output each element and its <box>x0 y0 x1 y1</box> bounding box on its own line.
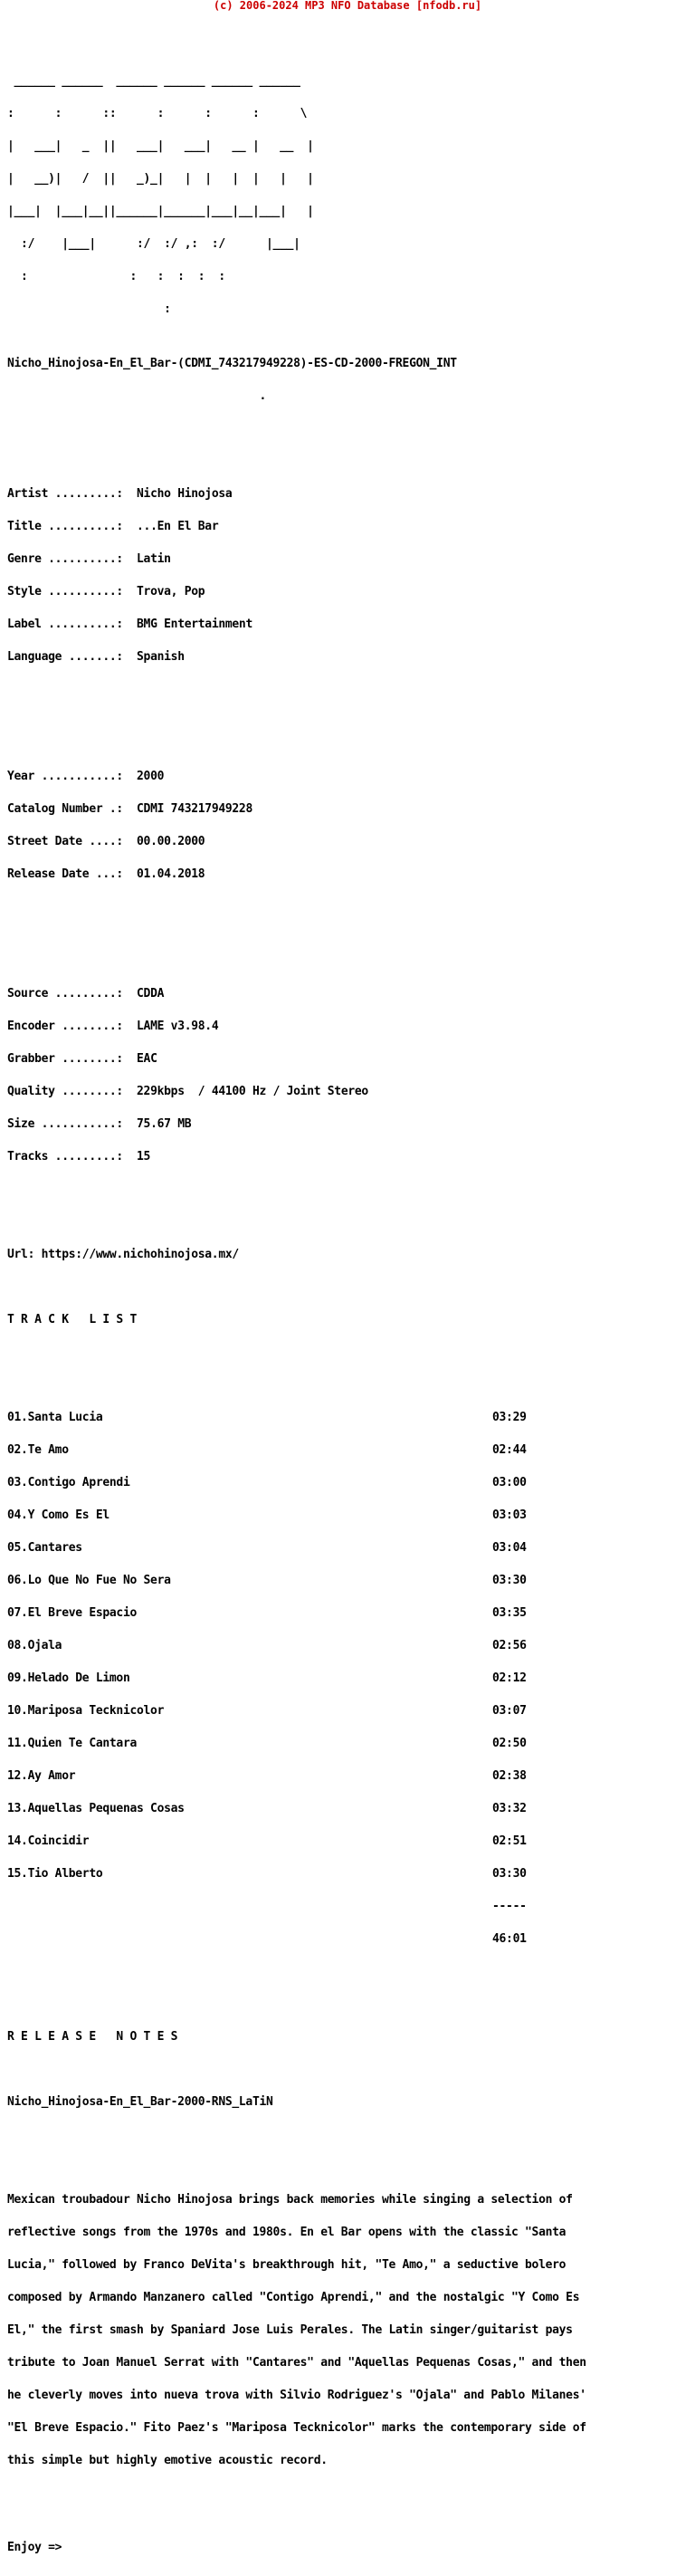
info-label: Style ..........: <box>7 585 123 599</box>
info-value: 229kbps / 44100 Hz / Joint Stereo <box>137 1085 368 1098</box>
track-time: 02:38 <box>492 1769 527 1783</box>
track-name: 15.Tio Alberto <box>7 1867 103 1881</box>
info-row <box>7 1087 586 1097</box>
track-list <box>7 1391 586 1967</box>
notes-line: he cleverly moves into nueva trova with Silvio Rodriguez's "Ojala" and Pablo Milanes' <box>7 2389 586 2402</box>
track-name: 07.El Breve Espacio <box>7 1606 138 1620</box>
info-value: LAME v3.98.4 <box>137 1020 219 1033</box>
info-label: Street Date ....: <box>7 835 123 848</box>
info-value: EAC <box>137 1052 157 1066</box>
info-value: 2000 <box>137 770 165 783</box>
track-time: 03:07 <box>492 1704 527 1718</box>
info-row <box>7 1021 586 1032</box>
track-time: 02:12 <box>492 1671 527 1685</box>
ascii-logo <box>7 54 586 337</box>
nfo-text <box>7 0 586 2575</box>
info-value: Spanish <box>137 650 185 664</box>
dot-line: . <box>7 389 267 403</box>
info-label: Genre ..........: <box>7 552 123 566</box>
notes-line: Mexican troubadour Nicho Hinojosa brings back memories while singing a selection of <box>7 2193 573 2207</box>
track-row <box>7 1641 586 1652</box>
info-value: 01.04.2018 <box>137 867 205 881</box>
track-row <box>7 1771 586 1782</box>
logo-line: : <box>7 302 171 316</box>
info-row <box>7 1054 586 1065</box>
info-value: ...En El Bar <box>137 520 219 533</box>
track-row <box>7 1673 586 1684</box>
info-row <box>7 771 586 782</box>
info-label: Label ..........: <box>7 618 123 631</box>
info-row <box>7 989 586 1000</box>
info-label: Catalog Number .: <box>7 802 123 816</box>
info-label: Grabber ........: <box>7 1052 123 1066</box>
track-name: 11.Quien Te Cantara <box>7 1737 138 1750</box>
total-time-row <box>7 1934 586 1945</box>
track-row <box>7 1608 586 1619</box>
track-name: 08.Ojala <box>7 1639 62 1652</box>
logo-line: :/ |___| :/ :/ ,: :/ |___| <box>7 237 300 251</box>
logo-line: | __)| / || _)_| | | | | | | <box>7 172 314 186</box>
info-label: Title ..........: <box>7 520 123 533</box>
info-row <box>7 1152 586 1163</box>
info-label: Year ...........: <box>7 770 123 783</box>
notes-line: "El Breve Espacio." Fito Paez's "Mariposa Tecknicolor" marks the contemporary side of <box>7 2421 586 2435</box>
logo-line: : : :: : : : \ <box>7 107 308 120</box>
info-label: Release Date ...: <box>7 867 123 881</box>
notes-line: Lucia," followed by Franco DeVita's breakthrough hit, "Te Amo," a seductive bolero <box>7 2258 566 2272</box>
info-value: 75.67 MB <box>137 1117 192 1131</box>
notes-line: tribute to Joan Manuel Serrat with "Cantares" and "Aquellas Pequenas Cosas," and then <box>7 2356 586 2370</box>
info-value: CDDA <box>137 987 165 1001</box>
release-notes-text <box>7 2173 586 2488</box>
info-label: Artist .........: <box>7 487 123 501</box>
track-time: 02:44 <box>492 1443 527 1457</box>
track-time: 03:30 <box>492 1574 527 1587</box>
info-row <box>7 837 586 847</box>
notes-release-name: Nicho_Hinojosa-En_El_Bar-2000-RNS_LaTiN <box>7 2095 273 2109</box>
info-value: BMG Entertainment <box>137 618 252 631</box>
info-row <box>7 554 586 565</box>
track-time: 03:32 <box>492 1802 527 1815</box>
info-label: Tracks .........: <box>7 1150 123 1164</box>
notes-line: this simple but highly emotive acoustic record. <box>7 2454 328 2467</box>
track-row <box>7 1478 586 1489</box>
tracklist-heading: T R A C K L I S T <box>7 1313 138 1326</box>
track-name: 13.Aquellas Pequenas Cosas <box>7 1802 185 1815</box>
track-row <box>7 1836 586 1847</box>
track-name: 04.Y Como Es El <box>7 1508 109 1522</box>
track-name: 05.Cantares <box>7 1541 82 1555</box>
track-name: 14.Coincidir <box>7 1834 90 1848</box>
track-name: 03.Contigo Aprendi <box>7 1476 130 1489</box>
info-label: Language .......: <box>7 650 123 664</box>
track-name: 06.Lo Que No Fue No Sera <box>7 1574 171 1587</box>
total-time: 46:01 <box>492 1932 527 1946</box>
track-time: 03:30 <box>492 1867 527 1881</box>
info-value: Nicho Hinojosa <box>137 487 233 501</box>
track-time: 02:56 <box>492 1639 527 1652</box>
track-time: 03:03 <box>492 1508 527 1522</box>
track-row <box>7 1706 586 1717</box>
track-time: 02:51 <box>492 1834 527 1848</box>
info-value: 00.00.2000 <box>137 835 205 848</box>
track-time: 03:35 <box>492 1606 527 1620</box>
notes-line: composed by Armando Manzanero called "Contigo Aprendi," and the nostalgic "Y Como Es <box>7 2291 580 2304</box>
info-row <box>7 869 586 880</box>
url-line: Url: https://www.nichohinojosa.mx/ <box>7 1248 239 1261</box>
info-row <box>7 619 586 630</box>
notes-line: reflective songs from the 1970s and 1980s. En el Bar opens with the classic "Santa <box>7 2226 566 2239</box>
track-time: 03:29 <box>492 1411 527 1424</box>
enjoy-line: Enjoy => <box>7 2541 62 2554</box>
release-name: Nicho_Hinojosa-En_El_Bar-(CDMI_743217949228)-ES-CD-2000-FREGON_INT <box>7 357 457 370</box>
info-row <box>7 489 586 500</box>
info-block-technical <box>7 967 586 1184</box>
notes-line: El," the first smash by Spaniard Jose Luis Perales. The Latin singer/guitarist pays <box>7 2323 573 2337</box>
track-row <box>7 1445 586 1456</box>
track-row <box>7 1738 586 1749</box>
track-name: 02.Te Amo <box>7 1443 69 1457</box>
total-rule: ----- <box>492 1900 527 1913</box>
info-block-general <box>7 467 586 685</box>
info-label: Size ...........: <box>7 1117 123 1131</box>
info-value: 15 <box>137 1150 151 1164</box>
track-row <box>7 1543 586 1554</box>
track-row <box>7 1869 586 1880</box>
info-label: Encoder ........: <box>7 1020 123 1033</box>
info-block-dates <box>7 750 586 902</box>
info-value: Trova, Pop <box>137 585 205 599</box>
track-time: 03:00 <box>492 1476 527 1489</box>
copyright-banner[interactable]: (c) 2006-2024 MP3 NFO Database [nfodb.ru] <box>213 0 482 12</box>
track-row <box>7 1575 586 1586</box>
total-rule-row <box>7 1901 586 1912</box>
track-name: 10.Mariposa Tecknicolor <box>7 1704 165 1718</box>
release-notes-heading: R E L E A S E N O T E S <box>7 2030 178 2044</box>
logo-line: : : : : : : <box>7 270 225 283</box>
track-name: 09.Helado De Limon <box>7 1671 130 1685</box>
logo-line: | ___| _ || ___| ___| __ | __ | <box>7 139 314 153</box>
info-value: Latin <box>137 552 171 566</box>
info-row <box>7 652 586 663</box>
track-name: 12.Ay Amor <box>7 1769 76 1783</box>
info-label: Source .........: <box>7 987 123 1001</box>
info-row <box>7 522 586 532</box>
track-time: 02:50 <box>492 1737 527 1750</box>
info-label: Quality ........: <box>7 1085 123 1098</box>
logo-line: |___| |___|__||______|______|___|__|___| | <box>7 205 314 218</box>
info-row <box>7 1119 586 1130</box>
info-row <box>7 587 586 598</box>
track-time: 03:04 <box>492 1541 527 1555</box>
track-row <box>7 1412 586 1423</box>
logo-line: ______ ______ ______ ______ ______ ______ <box>7 74 300 88</box>
track-row <box>7 1804 586 1815</box>
info-row <box>7 804 586 815</box>
track-row <box>7 1510 586 1521</box>
info-value: CDMI 743217949228 <box>137 802 252 816</box>
track-name: 01.Santa Lucia <box>7 1411 103 1424</box>
